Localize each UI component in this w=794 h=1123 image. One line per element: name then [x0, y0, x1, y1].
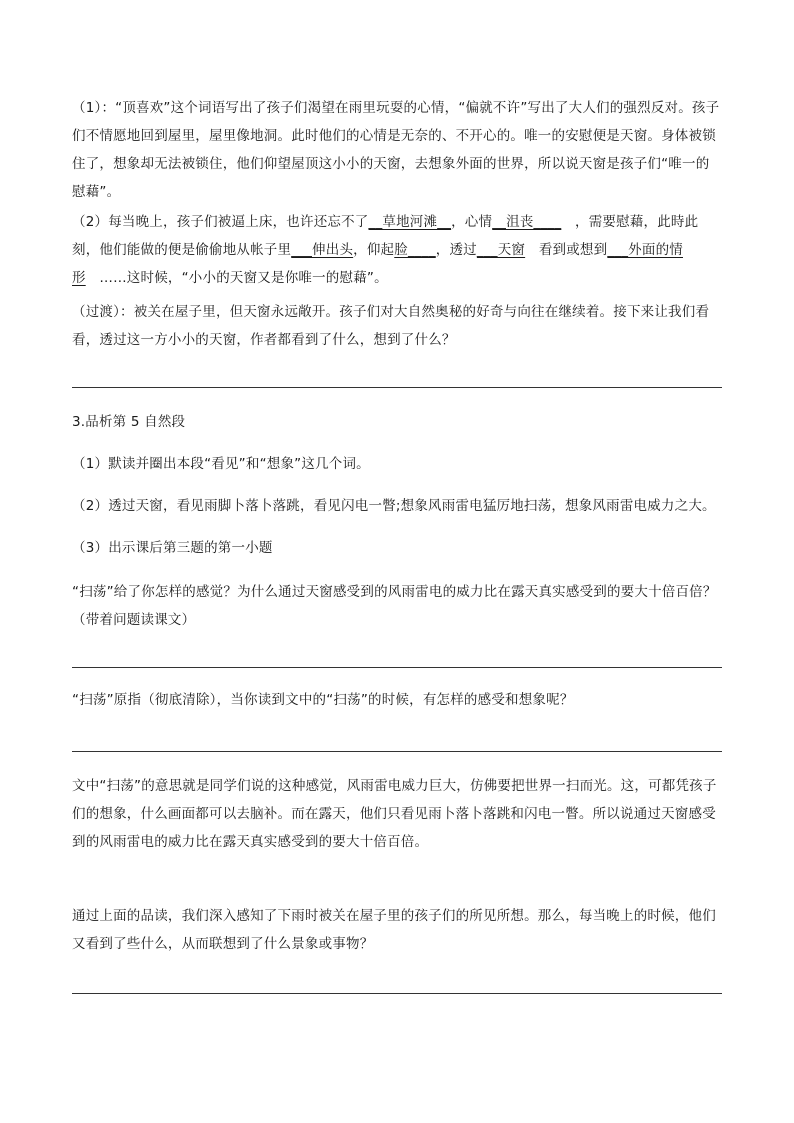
question-2: “扫荡”原指（彻底清除），当你读到文中的“扫荡”的时候，有怎样的感受和想象呢？ — [72, 692, 574, 708]
fill-text: ，仰起 — [353, 242, 395, 258]
paragraph-analysis-2 — [72, 208, 722, 292]
fill-blank-meadow: __草地河滩__ — [368, 214, 452, 230]
fill-text: （2）每当晚上，孩子们被逼上床，也许还忘不了 — [72, 214, 369, 230]
fill-blank-skylight: ___天窗 — [476, 242, 526, 258]
fill-blank-head: ___伸出头 — [291, 242, 354, 258]
paragraph-transition: （过渡）：被关在屋子里，但天窗永远敞开。孩子们对大自然奥秘的好奇与向往在继续着。接下来让我们看看，透过这一方小小的天窗，作者都看到了什么，想到了什么？ — [72, 304, 710, 348]
fill-text: ，需要慰藉，此時此刻，他们能做的便是偷偷地从帐子里 — [72, 214, 699, 258]
fill-blank-face: 脸____ — [394, 242, 436, 258]
step-2: （2）透过天窗，看见雨脚卜落卜落跳，看见闪电一瞥;想象风雨雷电猛厉地扫荡，想象风雨雷电威力之大。 — [72, 498, 716, 514]
fill-text: ，透过 — [435, 242, 477, 258]
paragraph-analysis-1: （1）：“顶喜欢”这个词语写出了孩子们渴望在雨里玩耍的心情，“偏就不许”写出了大人们的强烈反对。孩子们不情愿地回到屋里，屋里像地洞。此时他们的心情是无奈的、不开心的。唯一的安慰便是天窗。身体被锁住了，想象却无法被锁住，他们仰望屋顶这小小的天窗，去想象外面的世界，所以说天窗是孩子们“唯一的慰藉”。 — [72, 100, 720, 200]
divider-line — [72, 387, 722, 388]
fill-text: ……这时候，“小小的天窗又是你唯一的慰藉”。 — [85, 270, 388, 286]
fill-text: ，心情 — [451, 214, 493, 230]
fill-blank-mood: __沮丧____ — [492, 214, 562, 230]
paragraph-closing: 通过上面的品读，我们深入感知了下雨时被关在屋子里的孩子们的所见所想。那么，每当晚上的时候，他们又看到了些什么，从而联想到了什么景象或事物？ — [72, 908, 716, 952]
fill-text: 看到或想到 — [525, 242, 608, 258]
step-3: （3）出示课后第三题的第一小题 — [72, 540, 273, 556]
answer-line-1 — [72, 667, 722, 668]
answer-line-3 — [72, 993, 722, 994]
question-1: “扫荡”给了你怎样的感觉？为什么通过天窗感受到的风雨雷电的威力比在露天真实感受到的要大十倍百倍？（带着问题读课文） — [72, 584, 717, 628]
answer-line-2 — [72, 751, 722, 752]
section-title: 3.品析第 5 自然段 — [72, 414, 186, 430]
answer-2: 文中“扫荡”的意思就是同学们说的这种感觉，风雨雷电威力巨大，仿佛要把世界一扫而光。这，可都凭孩子们的想象，什么画面都可以去脑补。而在露天，他们只看见雨卜落卜落跳和闪电一瞥。所以说通过天窗感受到的风雨雷电的威力比在露天真实感受到的要大十倍百倍。 — [72, 778, 717, 850]
fill-blank-outside: ___外面的情形 — [72, 242, 683, 286]
step-1: （1）默读并圈出本段“看见”和“想象”这几个词。 — [72, 456, 370, 472]
